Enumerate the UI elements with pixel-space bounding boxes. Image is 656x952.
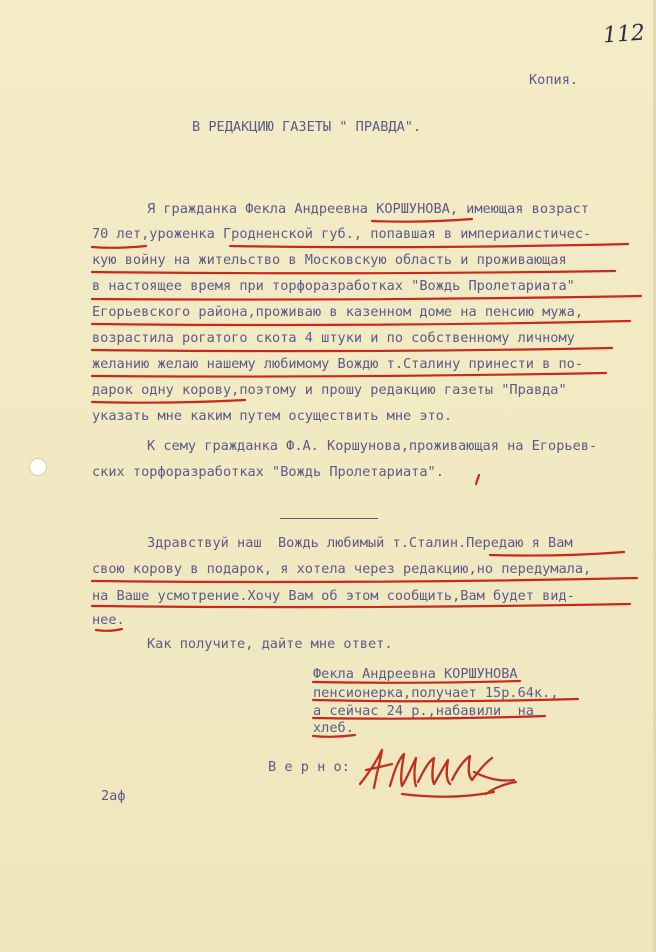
- letter-line: дарок одну корову,поэтому и прошу редакцию газеты "Правда": [92, 382, 567, 398]
- signature-block-line: а сейчас 24 р.,набавили на: [313, 703, 534, 719]
- closing-line: ских торфоразработках "Вождь Пролетариата".: [92, 464, 444, 480]
- letter-line: указать мне каким путем осуществить мне это.: [92, 408, 453, 424]
- signature-block-line: хлеб.: [313, 720, 354, 736]
- letter-heading: В РЕДАКЦИЮ ГАЗЕТЫ " ПРАВДА".: [192, 119, 422, 135]
- second-letter-line: нее.: [92, 612, 125, 628]
- letter-line: в настоящее время при торфоразработках "Вождь Пролетариата": [92, 278, 575, 294]
- second-letter-line: свою корову в подарок, я хотела через редакцию,но передумала,: [92, 561, 592, 577]
- archive-page-number: 112: [602, 20, 646, 49]
- handwritten-signature: [354, 736, 524, 806]
- letter-line: Я гражданка Фекла Андреевна КОРШУНОВА, имеющая возраст: [147, 201, 589, 217]
- letter-line: возрастила рогатого скота 4 штуки и по собственному личному: [92, 330, 575, 346]
- letter-line: кую войну на жительство в Московскую область и проживающая: [92, 252, 567, 268]
- closing-line: К сему гражданка Ф.А. Коршунова,проживающая на Егорьев-: [147, 438, 598, 454]
- letter-line: 70 лет,уроженка Гродненской губ., попавшая в империалистичес-: [92, 226, 592, 242]
- second-letter-line: Как получите, дайте мне ответ.: [147, 636, 393, 652]
- second-letter-line: на Ваше усмотрение.Хочу Вам об этом сообщить,Вам будет вид-: [92, 588, 575, 604]
- copy-label: Копия.: [529, 72, 579, 88]
- verified-label: В е р н о:: [268, 759, 350, 775]
- second-letter-line: Здравствуй наш Вождь любимый т.Сталин.Передаю я Вам: [147, 535, 573, 551]
- signature-block-line: Фекла Андреевна КОРШУНОВА: [313, 666, 518, 682]
- letter-line: Егорьевского района,проживаю в казенном доме на пенсию мужа,: [92, 304, 584, 320]
- punch-hole: [29, 458, 47, 476]
- section-divider: [280, 518, 378, 519]
- letter-line: желанию желаю нашему любимому Вождю т.Сталину принести в по-: [92, 356, 584, 372]
- signature-block-line: пенсионерка,получает 15р.64к.,: [313, 685, 559, 701]
- typist-mark: 2аф: [101, 788, 126, 804]
